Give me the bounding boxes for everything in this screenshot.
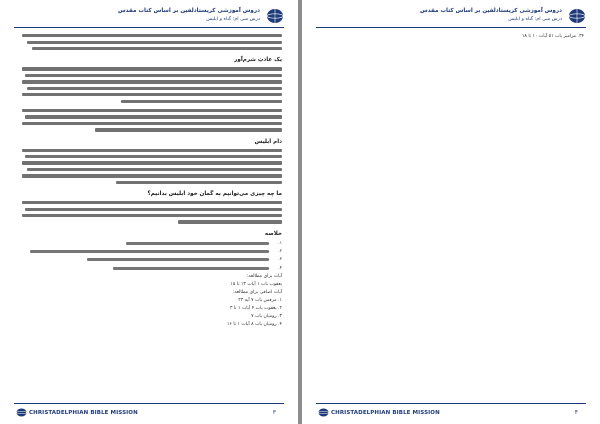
page-number: ۳ bbox=[272, 409, 276, 416]
list-item: ۴. bbox=[22, 266, 282, 271]
list-item: ۳. bbox=[22, 257, 282, 262]
globe-logo-icon bbox=[318, 408, 329, 417]
page-header bbox=[22, 6, 284, 28]
page-header bbox=[324, 6, 586, 28]
reference-item: ۳. رومیان باب ۷ bbox=[251, 314, 282, 320]
section-heading: خلاصه bbox=[264, 230, 282, 237]
reading-intro-extra: آیات اضافی برای مطالعه: bbox=[232, 290, 282, 296]
globe-logo-icon bbox=[568, 8, 586, 24]
reference-item: ۴. رومیان باب ۸ آیات ۱ تا ۱۶ bbox=[226, 322, 282, 328]
globe-logo-icon bbox=[266, 8, 284, 24]
footer-brand: CHRISTADELPHIAN BIBLE MISSION bbox=[29, 410, 138, 416]
footer-divider bbox=[316, 403, 586, 404]
list-item: ۲. bbox=[22, 249, 282, 254]
header-divider bbox=[14, 27, 284, 28]
page-body bbox=[22, 31, 282, 330]
header-subtitle: درس سی ام: گناه و ابلیس bbox=[206, 17, 260, 22]
header-divider bbox=[316, 27, 586, 28]
section-heading: دام ابلیس bbox=[254, 138, 282, 145]
right-page bbox=[302, 0, 600, 424]
list-item: ۱. bbox=[22, 241, 282, 246]
footer-divider bbox=[14, 403, 284, 404]
section-heading: یک عادتِ شرم‌آور bbox=[234, 57, 282, 64]
reference-item: ۳۴. مزامیر باب ۵۱ آیات ۱۰ تا ۱۸ bbox=[521, 34, 584, 39]
page-number: ۴ bbox=[574, 409, 578, 416]
reference-item: ۲. یعقوب باب ۴ آیات ۱ تا ۳ bbox=[229, 306, 282, 312]
page-body bbox=[324, 31, 584, 42]
header-title: دروس آموزشی کریستادلفین بر اساس کتاب مقدس bbox=[420, 8, 562, 14]
footer-brand: CHRISTADELPHIAN BIBLE MISSION bbox=[331, 410, 440, 416]
reading-reference: یعقوب باب ۱ آیات ۱۳ تا ۱۵ bbox=[230, 282, 282, 288]
section-heading: ما چه‌ چیزی می‌توانیم به گمان خود ابلیس بدانیم؟ bbox=[147, 191, 282, 198]
reading-intro: آیات برای مطالعه: bbox=[246, 274, 282, 280]
header-title: دروس آموزشی کریستادلفین بر اساس کتاب مقدس bbox=[118, 8, 260, 14]
reference-item: ۱. مرقس باب ۷ آیه ۲۳ bbox=[238, 298, 282, 304]
left-page bbox=[0, 0, 298, 424]
globe-logo-icon bbox=[16, 408, 27, 417]
header-subtitle: درس سی ام: گناه و ابلیس bbox=[508, 17, 562, 22]
